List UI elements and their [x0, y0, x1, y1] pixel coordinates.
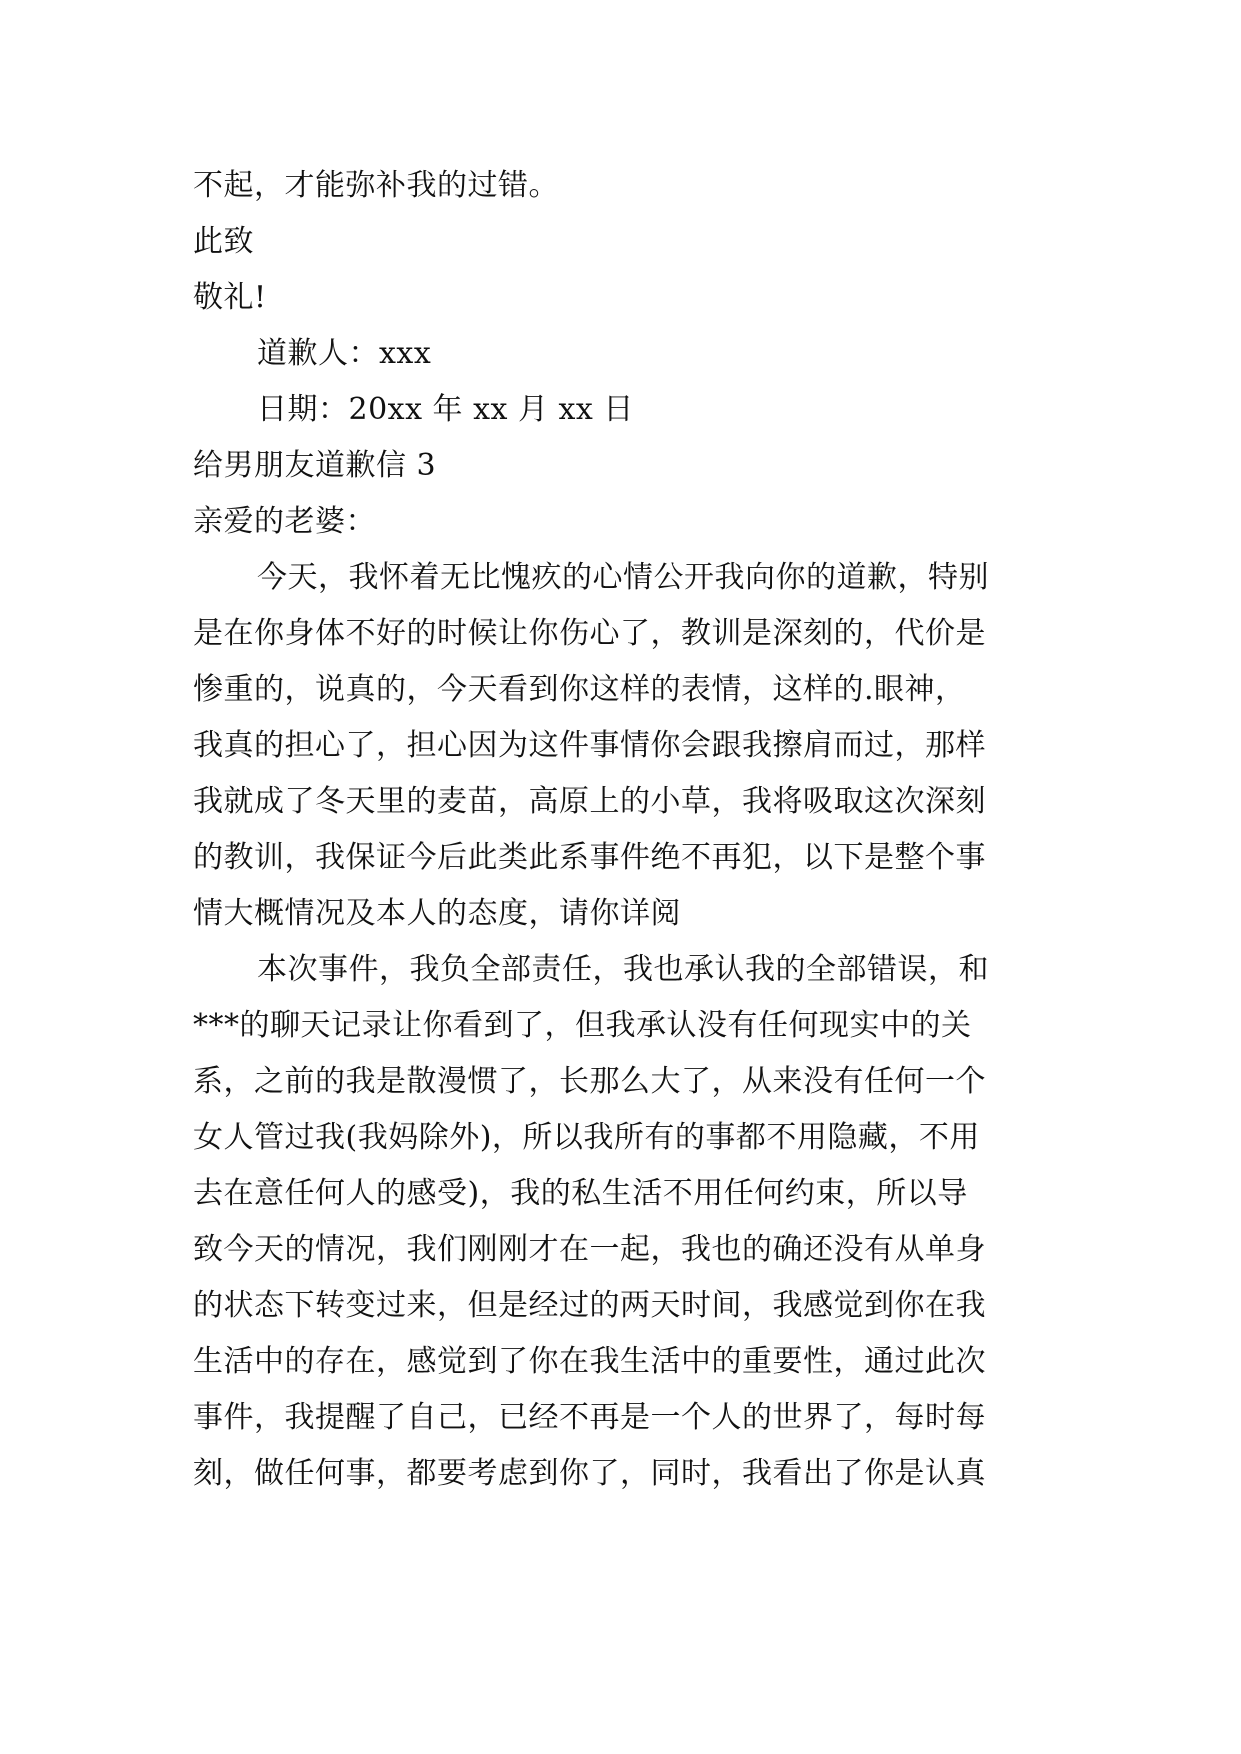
paragraph-line: 刻，做任何事，都要考虑到你了，同时，我看出了你是认真	[193, 1456, 986, 1491]
paragraph-line: 生活中的存在，感觉到了你在我生活中的重要性，通过此次	[193, 1344, 986, 1379]
paragraph-line: 是在你身体不好的时候让你伤心了，教训是深刻的，代价是	[193, 616, 986, 651]
paragraph-line: ***的聊天记录让你看到了，但我承认没有任何现实中的关	[193, 1008, 972, 1043]
text-line: 不起，才能弥补我的过错。	[193, 168, 559, 203]
paragraph-line: 我就成了冬天里的麦苗，高原上的小草，我将吸取这次深刻	[193, 784, 986, 819]
closing-salutation: 此致	[193, 224, 254, 259]
closing-regards: 敬礼!	[193, 280, 267, 315]
paragraph-line: 的教训，我保证今后此类此系事件绝不再犯，以下是整个事	[193, 840, 986, 875]
section-title: 给男朋友道歉信 3	[193, 448, 437, 483]
paragraph-line: 情大概情况及本人的态度，请你详阅	[193, 896, 681, 931]
paragraph-line: 事件，我提醒了自己，已经不再是一个人的世界了，每时每	[193, 1400, 986, 1435]
paragraph-line: 女人管过我(我妈除外)，所以我所有的事都不用隐藏，不用	[193, 1120, 980, 1155]
paragraph-line: 惨重的，说真的，今天看到你这样的表情，这样的.眼神，	[193, 672, 966, 707]
paragraph-line: 系，之前的我是散漫惯了，长那么大了，从来没有任何一个	[193, 1064, 986, 1099]
signature-name: 道歉人：xxx	[257, 336, 432, 371]
paragraph-line: 本次事件，我负全部责任，我也承认我的全部错误，和	[257, 952, 989, 987]
paragraph-line: 致今天的情况，我们刚刚才在一起，我也的确还没有从单身	[193, 1232, 986, 1267]
paragraph-line: 去在意任何人的感受)，我的私生活不用任何约束，所以导	[193, 1176, 968, 1211]
signature-date: 日期：20xx 年 xx 月 xx 日	[257, 392, 634, 427]
paragraph-line: 的状态下转变过来，但是经过的两天时间，我感觉到你在我	[193, 1288, 986, 1323]
paragraph-line: 今天，我怀着无比愧疚的心情公开我向你的道歉，特别	[257, 560, 989, 595]
paragraph-line: 我真的担心了，担心因为这件事情你会跟我擦肩而过，那样	[193, 728, 986, 763]
letter-greeting: 亲爱的老婆：	[193, 504, 376, 539]
